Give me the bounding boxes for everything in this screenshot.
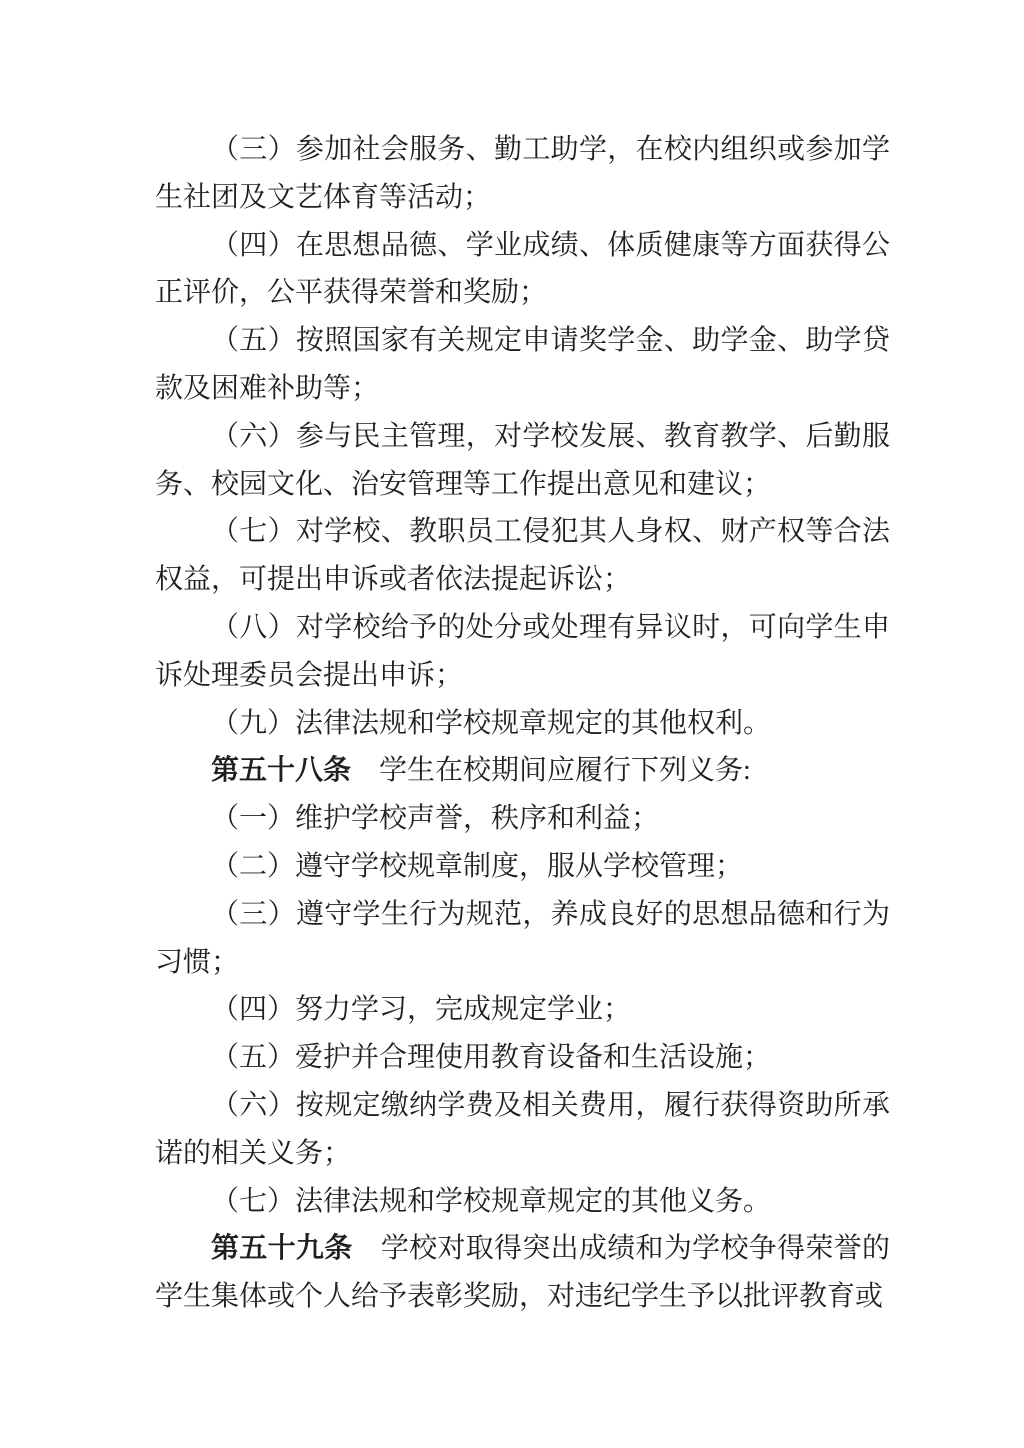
paragraph — [155, 317, 890, 413]
paragraph — [155, 843, 890, 891]
paragraph-text: （二）遵守学校规章制度，服从学校管理； — [211, 850, 744, 882]
paragraph-text: （三）遵守学生行为规范，养成良好的思想品德和行为习惯； — [155, 898, 890, 978]
paragraph — [155, 986, 890, 1034]
paragraph — [155, 891, 890, 987]
paragraph-text: 学校对取得突出成绩和为学校争得荣誉的学生集体或个人给予表彰奖励，对违纪学生予以批评教育或 — [155, 1233, 890, 1313]
paragraph — [155, 126, 890, 222]
paragraph — [155, 1034, 890, 1082]
paragraph-text: 学生在校期间应履行下列义务: — [351, 755, 751, 787]
paragraph-text: （四）在思想品德、学业成绩、体质健康等方面获得公正评价，公平获得荣誉和奖励； — [155, 229, 890, 309]
paragraph-text: （七）对学校、教职员工侵犯其人身权、财产权等合法权益，可提出申诉或者依法提起诉讼； — [155, 516, 890, 596]
paragraph — [155, 222, 890, 318]
paragraph — [155, 413, 890, 509]
paragraph-text: （九）法律法规和学校规章规定的其他权利。 — [211, 707, 772, 739]
paragraph — [155, 1225, 890, 1321]
article-number: 第五十八条 — [211, 755, 352, 787]
paragraph-text: （五）按照国家有关规定申请奖学金、助学金、助学贷款及困难补助等； — [155, 325, 890, 404]
paragraph — [155, 604, 890, 700]
paragraph — [155, 700, 890, 748]
paragraph — [155, 1178, 890, 1226]
paragraph-text: （四）努力学习，完成规定学业； — [211, 994, 632, 1026]
paragraph-text: （三）参加社会服务、勤工助学，在校内组织或参加学生社团及文艺体育等活动； — [155, 134, 890, 213]
document-content — [155, 126, 890, 1321]
paragraph-text: （五）爱护并合理使用教育设备和生活设施； — [211, 1042, 772, 1074]
paragraph — [155, 795, 890, 843]
paragraph-text: （六）按规定缴纳学费及相关费用，履行获得资助所承诺的相关义务； — [155, 1089, 890, 1169]
paragraph — [155, 1082, 890, 1178]
paragraph-text: （一）维护学校声誉，秩序和利益； — [211, 803, 660, 835]
article-number: 第五十九条 — [211, 1233, 353, 1265]
paragraph — [155, 508, 890, 604]
paragraph-text: （六）参与民主管理，对学校发展、教育教学、后勤服务、校园文化、治安管理等工作提出意见和建议； — [155, 420, 890, 500]
paragraph-text: （八）对学校给予的处分或处理有异议时，可向学生申诉处理委员会提出申诉； — [155, 611, 890, 691]
paragraph-text: （七）法律法规和学校规章规定的其他义务。 — [211, 1185, 772, 1217]
paragraph — [155, 747, 890, 795]
